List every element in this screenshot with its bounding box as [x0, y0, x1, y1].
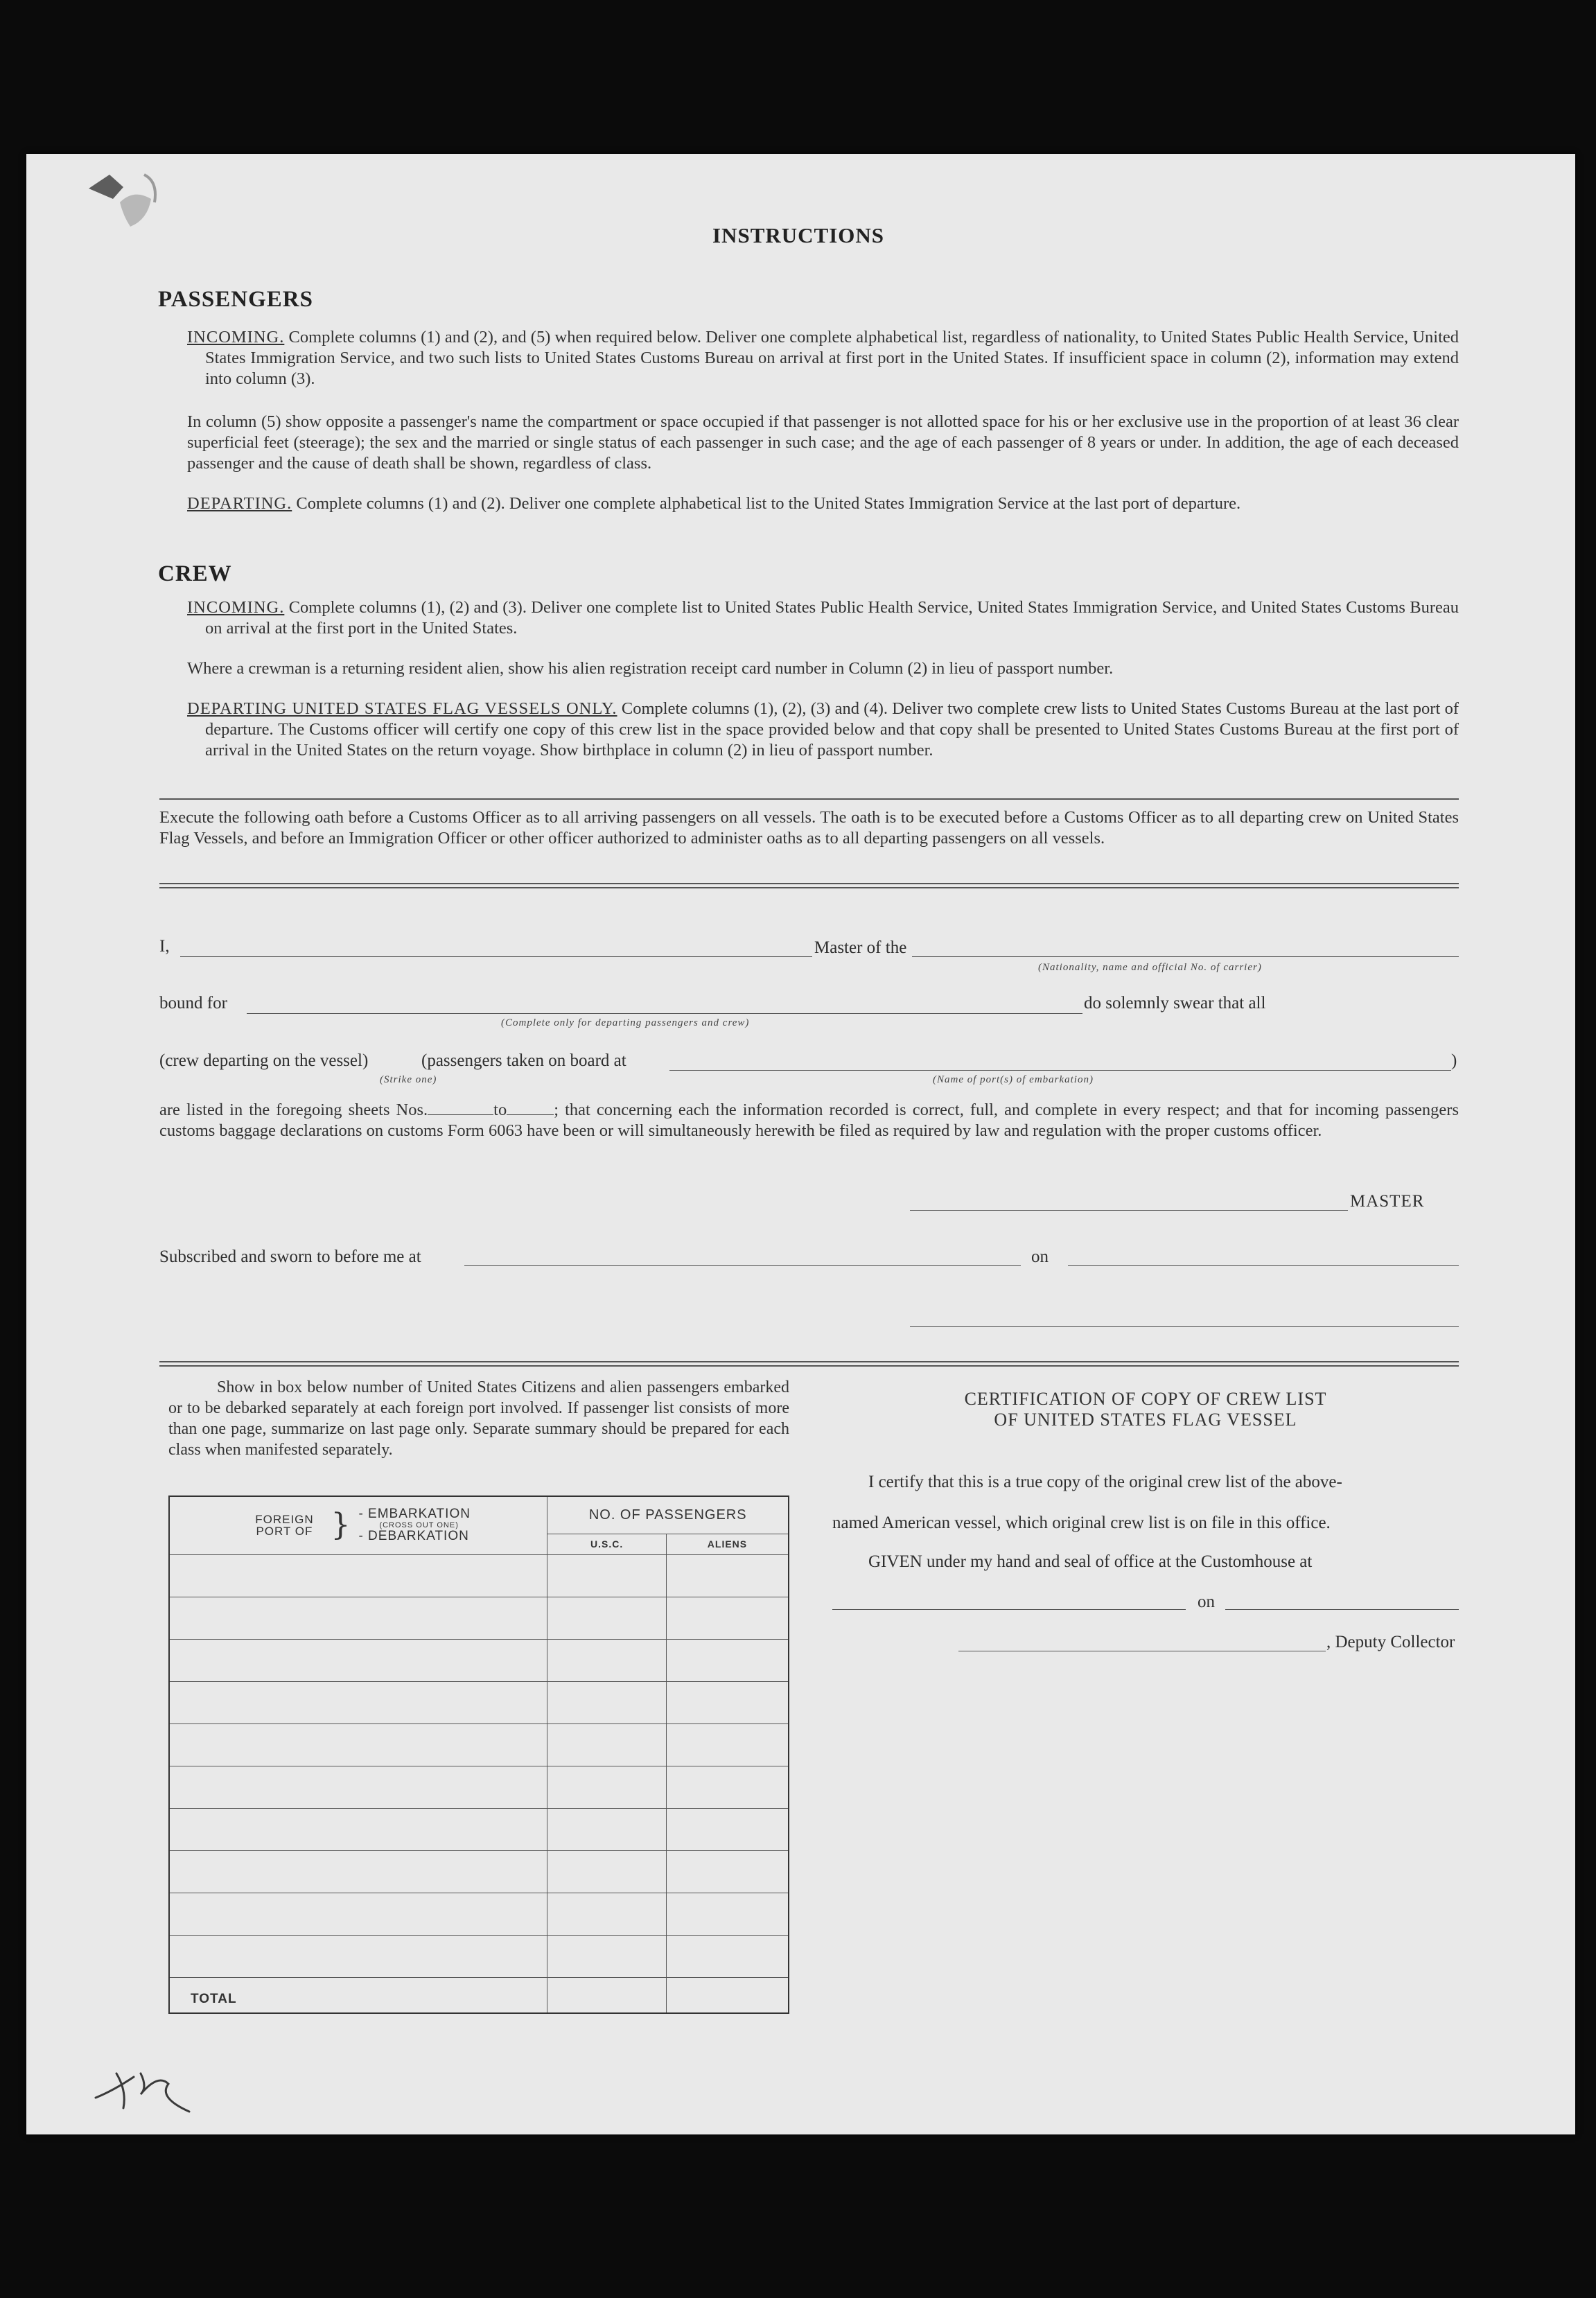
port-cell[interactable]: [169, 1597, 547, 1639]
total-row: [169, 1977, 789, 2013]
master-signature-line[interactable]: [910, 1210, 1348, 1211]
usc-cell[interactable]: [547, 1724, 667, 1766]
port-cell[interactable]: [169, 1554, 547, 1597]
usc-cell[interactable]: [547, 1808, 667, 1850]
aliens-cell[interactable]: [666, 1639, 789, 1681]
subscribed-text: Subscribed and sworn to before me at: [159, 1247, 421, 1266]
to-label: to: [493, 1100, 507, 1119]
passengers-departing-text: Complete columns (1) and (2). Deliver one complete alphabetical list to the United States Immigration Service at the last port of departure.: [296, 494, 1241, 513]
double-divider-2: [159, 1361, 1459, 1367]
port-cell[interactable]: [169, 1893, 547, 1935]
table-row: [169, 1554, 789, 1597]
port-cell[interactable]: [169, 1935, 547, 1977]
instructions-title: INSTRUCTIONS: [712, 223, 885, 247]
sheet-from-field[interactable]: [428, 1100, 493, 1115]
crew-incoming-text: Complete columns (1), (2) and (3). Deliver one complete list to United States Public Health Service, United States Immigration Service, and United States Customs Bureau on arrival at the first port in the United States.: [205, 598, 1459, 638]
master-label: MASTER: [1350, 1192, 1425, 1211]
aliens-cell[interactable]: [666, 1554, 789, 1597]
summary-instructions: Show in box below number of United States Citizens and alien passengers embarked or to be debarked separately at each foreign port involved. If passenger list consists of more than one page, summarize on last page only. Separate summary should be prepared for each class when manifested separately.: [168, 1378, 789, 1459]
cert-date-line[interactable]: [1225, 1609, 1459, 1610]
usc-cell[interactable]: [547, 1893, 667, 1935]
master-name-line[interactable]: [180, 956, 812, 957]
aliens-header: ALIENS: [666, 1534, 789, 1554]
aliens-cell[interactable]: [666, 1850, 789, 1893]
embarkation-label[interactable]: - EMBARKATION: [358, 1507, 471, 1522]
form-sheet: [26, 154, 1575, 2134]
table-row: [169, 1808, 789, 1850]
strike-one-caption: (Strike one): [380, 1074, 437, 1085]
aliens-cell[interactable]: [666, 1893, 789, 1935]
oath-intro: Execute the following oath before a Customs Officer as to all arriving passengers on all vessels. The oath is to be executed before a Customs Officer as to all departing crew on United States Flag Vessels, and before an Immigration Officer or other officer authorized to administer oaths as to all departing passengers on all vessels.: [159, 808, 1459, 848]
usc-cell[interactable]: [547, 1850, 667, 1893]
certification-heading-line1: CERTIFICATION OF COPY OF CREW LIST: [964, 1389, 1327, 1409]
named-text: named American vessel, which original crew list is on file in this office.: [832, 1514, 1331, 1532]
foreign-port-header: [169, 1496, 547, 1554]
port-line[interactable]: [669, 1070, 1451, 1071]
divider: [159, 798, 1459, 800]
certification-heading: [830, 1389, 1461, 1430]
port-cell[interactable]: [169, 1724, 547, 1766]
aliens-cell[interactable]: [666, 1766, 789, 1808]
usc-cell[interactable]: [547, 1935, 667, 1977]
listed-prefix: are listed in the foregoing sheets Nos.: [159, 1100, 428, 1119]
aliens-cell[interactable]: [666, 1597, 789, 1639]
subscribed-on-label: on: [1031, 1247, 1049, 1266]
usc-cell[interactable]: [547, 1681, 667, 1724]
usc-cell[interactable]: [547, 1766, 667, 1808]
table-row: [169, 1597, 789, 1639]
table-row: [169, 1681, 789, 1724]
crew-instructions: [187, 597, 1459, 761]
crew-resident-text: Where a crewman is a returning resident alien, show his alien registration receipt card number in Column (2) in lieu of passport number.: [187, 659, 1114, 678]
brace-mark: }: [331, 1507, 351, 1543]
passengers-instructions: [187, 327, 1459, 514]
subscribed-place-line[interactable]: [464, 1265, 1021, 1266]
table-row: [169, 1724, 789, 1766]
table-row: [169, 1766, 789, 1808]
passengers-incoming-label: INCOMING.: [187, 328, 285, 347]
master-of-the-label: Master of the: [814, 938, 907, 957]
crew-heading: CREW: [158, 561, 232, 586]
usc-cell[interactable]: [547, 1639, 667, 1681]
table-row: [169, 1935, 789, 1977]
crew-departing-text: Complete columns (1), (2), (3) and (4). Deliver two complete crew lists to United States Customs Bureau at the last port of departure. The Customs officer will certify one copy of this crew list in the space provided below and that copy shall be presented to United States Customs Bureau at the first port of arrival in the United States on the return voyage. Show birthplace in column (2) in lieu of passport number.: [205, 699, 1459, 760]
passengers-taken-option[interactable]: (passengers taken on board at: [421, 1051, 626, 1070]
double-divider: [159, 883, 1459, 888]
aliens-total-cell[interactable]: [666, 1977, 789, 2013]
nationality-caption: (Nationality, name and official No. of carrier): [1038, 962, 1262, 973]
cross-out-label: (CROSS OUT ONE): [379, 1521, 459, 1530]
port-cell[interactable]: [169, 1766, 547, 1808]
officer-signature-line[interactable]: [910, 1326, 1459, 1327]
port-cell[interactable]: [169, 1808, 547, 1850]
sheet-to-field[interactable]: [507, 1100, 554, 1115]
table-row: [169, 1850, 789, 1893]
complete-caption: (Complete only for departing passengers and crew): [501, 1017, 750, 1028]
crew-departing-option[interactable]: (crew departing on the vessel): [159, 1051, 369, 1070]
given-text: GIVEN under my hand and seal of office at the Customhouse at: [868, 1552, 1313, 1571]
aliens-cell[interactable]: [666, 1681, 789, 1724]
passengers-departing-label: DEPARTING.: [187, 494, 292, 513]
certify-text: I certify that this is a true copy of the original crew list of the above-: [868, 1473, 1342, 1491]
no-of-passengers-header: NO. OF PASSENGERS: [547, 1496, 789, 1534]
deputy-collector-label: , Deputy Collector: [1326, 1633, 1455, 1651]
cert-on-label: on: [1198, 1593, 1215, 1611]
bound-for-label: bound for: [159, 994, 227, 1012]
port-cell[interactable]: [169, 1639, 547, 1681]
debarkation-label[interactable]: - DEBARKATION: [358, 1529, 469, 1544]
usc-cell[interactable]: [547, 1597, 667, 1639]
listed-paragraph: [159, 1100, 1459, 1141]
passengers-column5-text: In column (5) show opposite a passenger's name the compartment or space occupied if that passenger is not allotted space for his or her exclusive use in the proportion of at least 36 clear superficial feet (steerage); the sex and the married or single status of each passenger in such case; and the age of each passenger of 8 years or under. In addition, the age of each deceased passenger and the cause of death shall be shown, regardless of class.: [187, 412, 1459, 473]
aliens-cell[interactable]: [666, 1808, 789, 1850]
bound-for-line[interactable]: [247, 1013, 1082, 1014]
close-paren: ): [1451, 1051, 1457, 1070]
usc-total-cell[interactable]: [547, 1977, 667, 2013]
port-cell[interactable]: [169, 1681, 547, 1724]
crew-departing-label: DEPARTING UNITED STATES FLAG VESSELS ONLY.: [187, 699, 617, 718]
foreign-port-of-label: FOREIGN PORT OF: [255, 1513, 314, 1538]
port-cell[interactable]: [169, 1850, 547, 1893]
handwritten-mark: [92, 2053, 203, 2115]
usc-header: U.S.C.: [547, 1534, 667, 1554]
aliens-cell[interactable]: [666, 1724, 789, 1766]
subscribed-date-line[interactable]: [1068, 1265, 1459, 1266]
certification-heading-line2: OF UNITED STATES FLAG VESSEL: [994, 1410, 1297, 1430]
total-label: TOTAL: [169, 1977, 547, 2013]
oath-i: I,: [159, 937, 170, 956]
swear-text: do solemnly swear that all: [1084, 994, 1266, 1012]
crew-incoming-label: INCOMING.: [187, 598, 285, 617]
passengers-incoming-text: Complete columns (1) and (2), and (5) when required below. Deliver one complete alphabetical list, regardless of nationality, to United States Public Health Service, United States Immigration Service, and two such lists to United States Customs Bureau on arrival at first port in the United States. If insufficient space in column (2), information may extend into column (3).: [205, 328, 1459, 388]
passengers-heading: PASSENGERS: [158, 287, 313, 312]
aliens-cell[interactable]: [666, 1935, 789, 1977]
carrier-line[interactable]: [912, 956, 1459, 957]
usc-cell[interactable]: [547, 1554, 667, 1597]
table-row: [169, 1893, 789, 1935]
port-caption: (Name of port(s) of embarkation): [933, 1074, 1094, 1085]
stamp-mark: [82, 161, 172, 237]
listed-text: ; that concerning each the information recorded is correct, full, and complete in every respect; and that for incoming passengers customs baggage declarations on customs Form 6063 have been or will simultaneously herewith be filed as required by law and regulation with the proper customs officer.: [159, 1100, 1459, 1140]
table-row: [169, 1639, 789, 1681]
passenger-summary-table: [168, 1496, 789, 2014]
customhouse-line[interactable]: [832, 1609, 1186, 1610]
